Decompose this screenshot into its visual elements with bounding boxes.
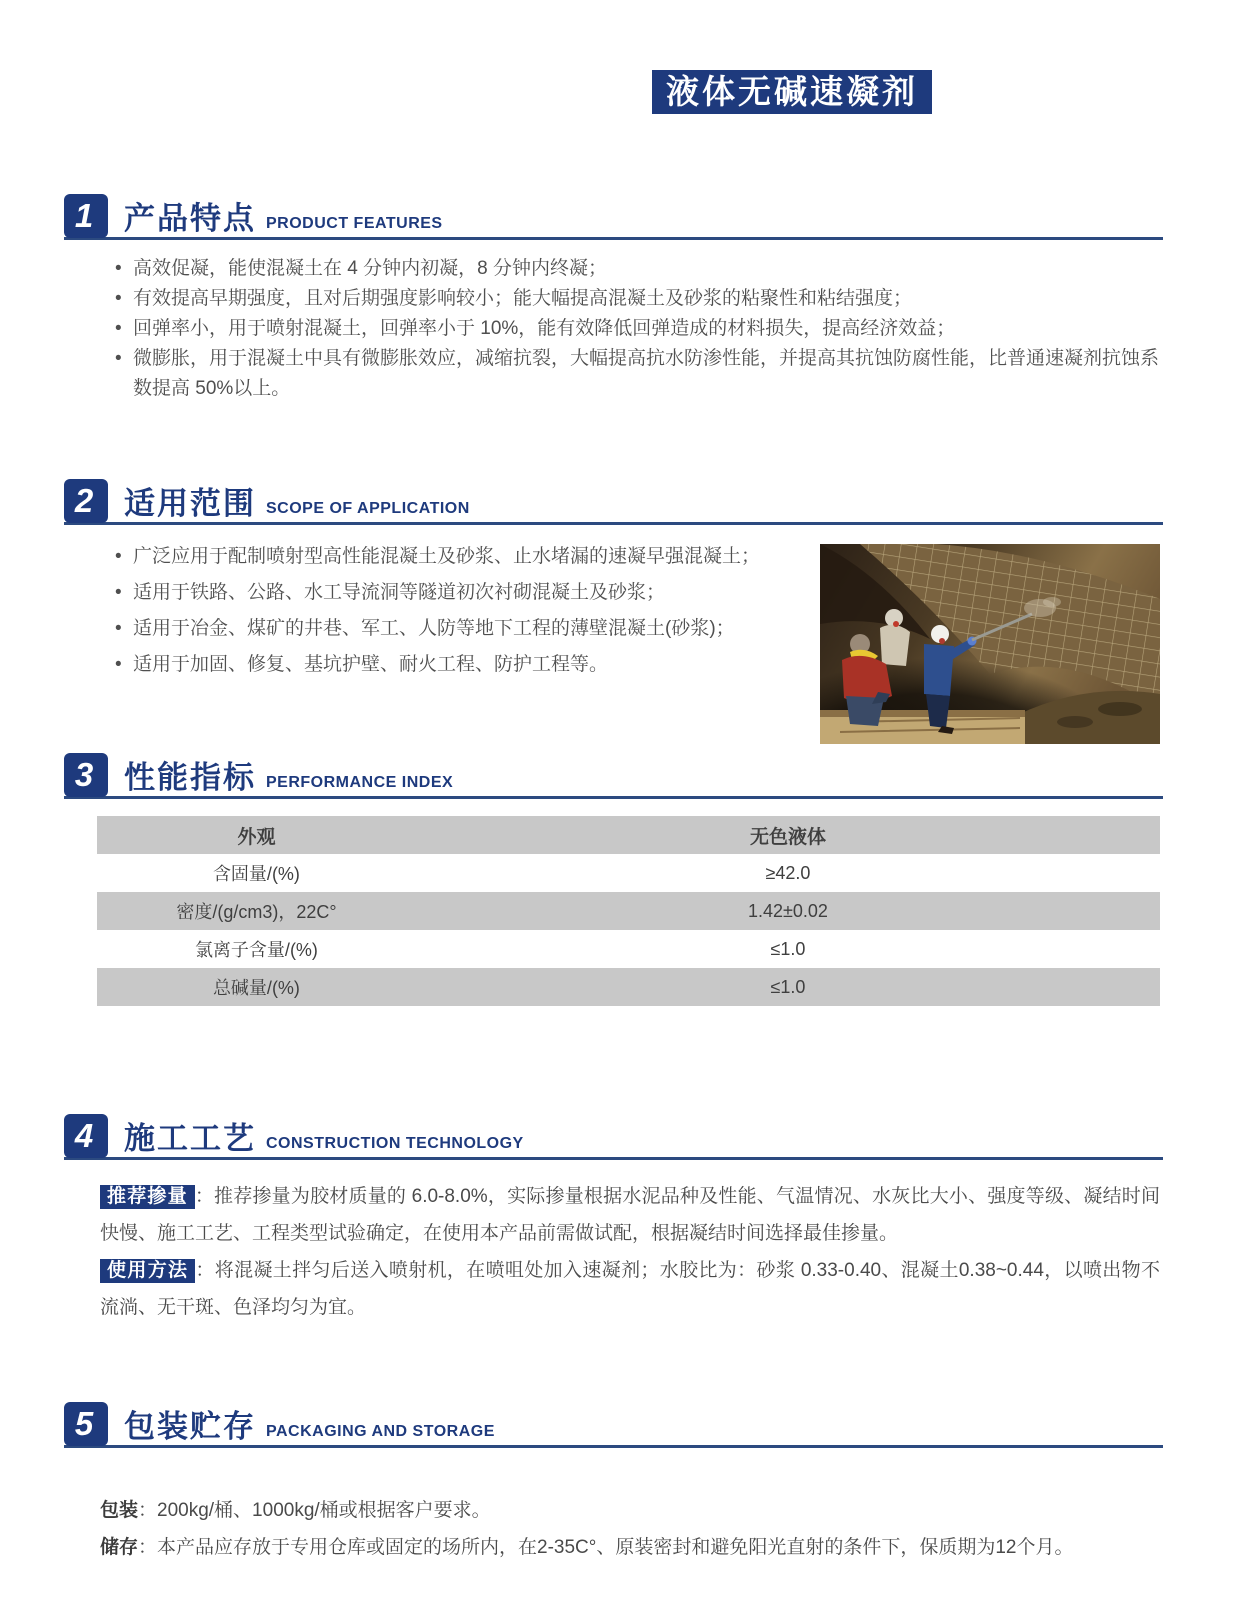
section-number-badge: 2: [64, 479, 108, 523]
section-number-badge: 4: [64, 1114, 108, 1158]
table-row: [97, 816, 1160, 854]
section-title-en: PACKAGING AND STORAGE: [266, 1423, 495, 1440]
performance-table: [97, 816, 1160, 1006]
packaging-text: ：200kg/桶、1000kg/桶或根据客户要求。: [138, 1500, 491, 1521]
list-item: • 广泛应用于配制喷射型高性能混凝土及砂浆、止水堵漏的速凝早强混凝土；: [115, 539, 820, 575]
list-item: • 适用于铁路、公路、水工导流洞等隧道初次衬砌混凝土及砂浆；: [115, 575, 820, 611]
section-scope-of-application: [0, 479, 1257, 744]
section-construction-technology: [0, 1114, 1257, 1326]
storage-text: ：本产品应存放于专用仓库或固定的场所内，在2-35C°、原装密封和避免阳光直射的条件下，保质期为12个月。: [138, 1537, 1074, 1558]
table-cell: 无色液体: [749, 826, 826, 848]
usage-paragraph: [100, 1252, 1160, 1326]
section-number-badge: 3: [64, 753, 108, 797]
section-title-zh: 施工工艺: [124, 1121, 256, 1156]
section-number-badge: 1: [64, 194, 108, 238]
section-performance-index: [0, 753, 1257, 1006]
table-cell: 氯离子含量/(%): [194, 940, 318, 960]
section-title-zh: 适用范围: [124, 486, 256, 521]
list-item: • 回弹率小，用于喷射混凝土，回弹率小于 10%，能有效降低回弹造成的材料损失，提高经济效益；: [115, 314, 1160, 344]
section-title-en: CONSTRUCTION TECHNOLOGY: [266, 1135, 524, 1152]
storage-line: [100, 1529, 1160, 1566]
table-cell: 密度/(g/cm3)，22C°: [176, 902, 337, 922]
dosage-text: ：推荐掺量为胶材质量的 6.0-8.0%，实际掺量根据水泥品种及性能、气温情况、水灰比大小、强度等级、凝结时间快慢、施工工艺、工程类型试验确定，在使用本产品前需做试配，根据凝结时间选择最佳掺量。: [100, 1186, 1160, 1244]
section-title-zh: 产品特点: [124, 201, 256, 236]
list-item: • 适用于加固、修复、基坑护壁、耐火工程、防护工程等。: [115, 647, 820, 683]
table-row: [97, 854, 1160, 892]
list-item: • 高效促凝，能使混凝土在 4 分钟内初凝，8 分钟内终凝；: [115, 254, 1160, 284]
packaging-label: 包装: [100, 1500, 139, 1521]
page-title: 液体无碱速凝剂: [652, 70, 932, 114]
table-cell: ≤1.0: [770, 976, 806, 997]
table-cell: 总碱量/(%): [212, 978, 300, 998]
application-list: [115, 539, 820, 744]
section-4-header: [64, 1114, 1163, 1160]
table-cell: 1.42±0.02: [747, 900, 828, 921]
section-product-features: [0, 194, 1257, 404]
table-cell: ≤1.0: [770, 938, 806, 959]
tunnel-construction-photo: [820, 544, 1160, 744]
table-row: [97, 930, 1160, 968]
section-title-en: SCOPE OF APPLICATION: [266, 500, 470, 517]
table-row: [97, 968, 1160, 1006]
packaging-line: [100, 1492, 1160, 1529]
section-title-en: PERFORMANCE INDEX: [266, 774, 454, 791]
usage-badge: 使用方法: [100, 1259, 195, 1283]
list-item: • 适用于冶金、煤矿的井巷、军工、人防等地下工程的薄壁混凝土(砂浆)；: [115, 611, 820, 647]
section-1-header: [64, 194, 1163, 240]
storage-label: 储存: [100, 1537, 139, 1558]
section-title-zh: 包装贮存: [124, 1409, 256, 1444]
table-cell: ≥42.0: [765, 862, 811, 883]
dosage-badge: 推荐掺量: [100, 1185, 195, 1209]
dosage-paragraph: [100, 1178, 1160, 1252]
section-2-header: [64, 479, 1163, 525]
usage-text: ：将混凝土拌匀后送入喷射机，在喷咀处加入速凝剂；水胶比为：砂浆 0.33-0.40、混凝土0.38~0.44，以喷出物不流淌、无干斑、色泽均匀为宜。: [100, 1260, 1160, 1318]
section-5-header: [64, 1402, 1163, 1448]
section-title-en: PRODUCT FEATURES: [266, 215, 443, 232]
section-3-header: [64, 753, 1163, 799]
table-row: [97, 892, 1160, 930]
table-cell: 外观: [237, 826, 276, 848]
list-item: • 微膨胀，用于混凝土中具有微膨胀效应，减缩抗裂，大幅提高抗水防渗性能，并提高其抗蚀防腐性能，比普通速凝剂抗蚀系数提高 50%以上。: [115, 344, 1160, 404]
section-packaging-storage: [0, 1402, 1257, 1566]
section-number-badge: 5: [64, 1402, 108, 1446]
section-title-zh: 性能指标: [124, 760, 256, 795]
table-cell: 含固量/(%): [212, 864, 300, 884]
feature-list: [115, 254, 1160, 404]
list-item: • 有效提高早期强度，且对后期强度影响较小；能大幅提高混凝土及砂浆的粘聚性和粘结强度；: [115, 284, 1160, 314]
